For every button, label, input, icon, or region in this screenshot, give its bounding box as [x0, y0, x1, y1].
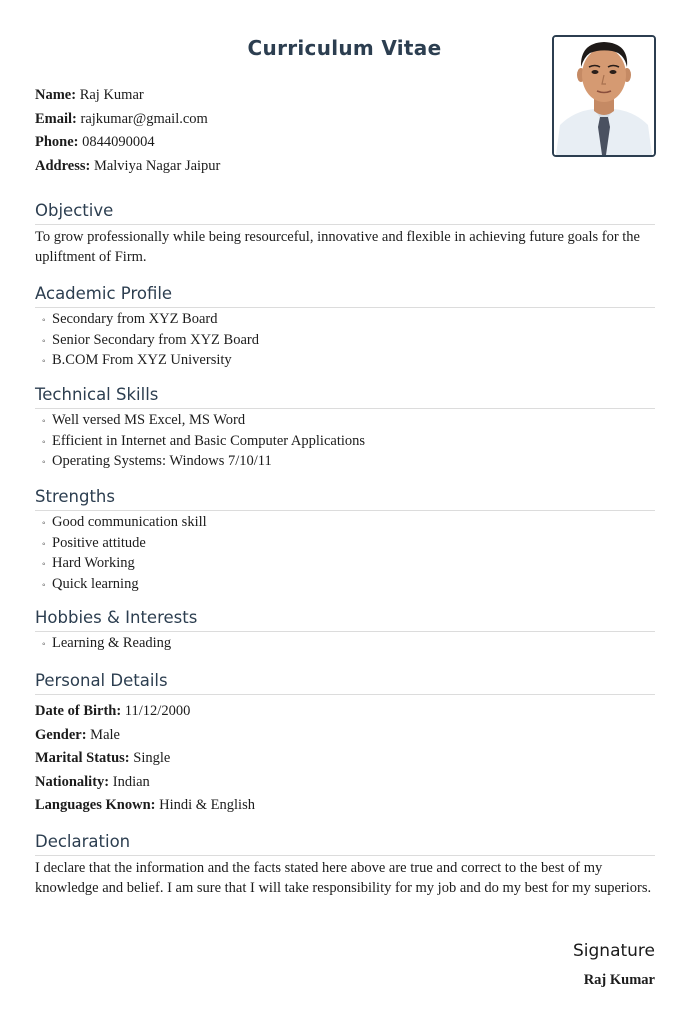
- strengths-list: [42, 513, 207, 595]
- bullet-icon: ◦: [42, 315, 46, 326]
- bullet-icon: ◦: [42, 436, 46, 448]
- list-item: ◦ Well versed MS Excel, MS Word: [42, 411, 365, 432]
- email-label: Email:: [35, 111, 77, 127]
- bullet-icon: ◦: [42, 457, 46, 468]
- declaration-heading: Declaration: [35, 831, 655, 856]
- phone-label: Phone:: [35, 134, 79, 150]
- list-item: ◦ Efficient in Internet and Basic Computer Applications: [42, 432, 365, 453]
- objective-heading: Objective: [35, 200, 655, 225]
- academic-heading: Academic Profile: [35, 283, 655, 308]
- list-item: ◦ Secondary from XYZ Board: [42, 310, 259, 331]
- list-item: ◦ Learning & Reading: [42, 634, 171, 655]
- profile-photo: [552, 35, 656, 157]
- strengths-heading: Strengths: [35, 486, 655, 511]
- personal-nationality: Nationality: Indian: [35, 774, 150, 790]
- signature-label: Signature: [572, 941, 655, 961]
- list-item: ◦ Hard Working: [42, 554, 207, 575]
- bullet-icon: ◦: [42, 639, 46, 650]
- objective-text: To grow professionally while being resourceful, innovative and flexible in achieving future goals for the upliftment of Firm.: [35, 229, 640, 265]
- list-item: ◦ Quick learning: [42, 575, 207, 596]
- bullet-icon: ◦: [42, 579, 46, 591]
- hobbies-heading: Hobbies & Interests: [35, 607, 655, 632]
- contact-email: [35, 110, 208, 128]
- personal-marital-status: Marital Status: Single: [35, 750, 171, 766]
- list-item: ◦ Operating Systems: Windows 7/10/11: [42, 452, 365, 473]
- personal-gender: Gender: Male: [35, 727, 120, 743]
- list-item: ◦ Positive attitude: [42, 534, 207, 555]
- contact-name: [35, 86, 144, 104]
- declaration-text: I declare that the information and the facts stated here above are true and correct to the best of my knowledge and belief. I am sure that I will take responsibility for my job and do my best for my superiors.: [35, 860, 652, 896]
- skills-heading: Technical Skills: [35, 384, 655, 409]
- bullet-icon: ◦: [42, 356, 46, 367]
- signature-name: Raj Kumar: [583, 972, 655, 988]
- personal-heading: Personal Details: [35, 670, 655, 695]
- bullet-icon: ◦: [42, 416, 46, 427]
- phone-value: 0844090004: [82, 134, 155, 150]
- contact-phone: [35, 133, 155, 151]
- person-photo-icon: [554, 37, 654, 155]
- list-item: ◦ Good communication skill: [42, 513, 207, 534]
- bullet-icon: ◦: [42, 559, 46, 570]
- list-item: ◦ B.COM From XYZ University: [42, 351, 259, 372]
- personal-languages: Languages Known: Hindi & English: [35, 797, 255, 813]
- bullet-icon: ◦: [42, 518, 46, 529]
- contact-address: [35, 157, 220, 175]
- personal-dob: Date of Birth: 11/12/2000: [35, 703, 191, 719]
- address-label: Address:: [35, 158, 91, 174]
- academic-list: [42, 310, 259, 372]
- address-value: Malviya Nagar Jaipur: [93, 158, 221, 174]
- hobbies-list: [42, 634, 171, 655]
- list-item: ◦ Senior Secondary from XYZ Board: [42, 331, 259, 352]
- email-value: rajkumar@gmail.com: [80, 111, 208, 127]
- skills-list: [42, 411, 365, 473]
- bullet-icon: ◦: [42, 538, 46, 550]
- bullet-icon: ◦: [42, 335, 46, 347]
- name-value: Raj Kumar: [79, 87, 144, 103]
- name-label: Name:: [35, 87, 77, 103]
- page-title: Curriculum Vitae: [247, 36, 442, 60]
